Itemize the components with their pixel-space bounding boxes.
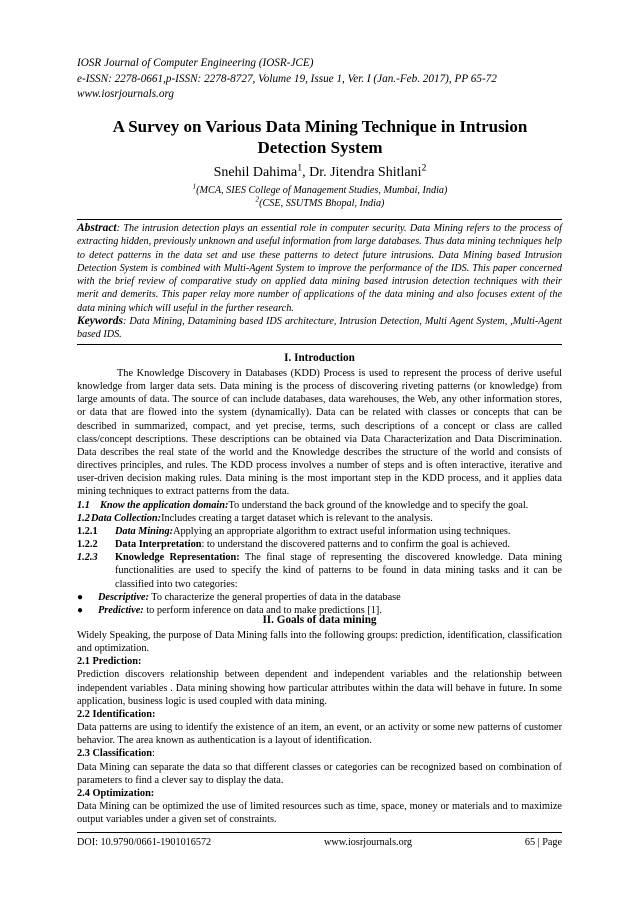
section-heading-introduction: I. Introduction: [284, 352, 355, 364]
keywords-text: : Data Mining, Datamining based IDS architecture, Intrusion Detection, Multi Agent System, ,Multi-Agent based IDS.: [77, 316, 562, 341]
section-heading-goals: II. Goals of data mining: [262, 614, 377, 626]
goals-body: [77, 629, 562, 826]
affiliations: [80, 184, 560, 210]
affiliation: $^1$(MCA, SIES College of Management Studies, Mumbai, India): [192, 182, 448, 196]
subsection-heading: 2.3 Classification:: [77, 748, 155, 760]
list-item: 1.2.1 Data Mining: Applying an appropriate algorithm to extract useful information using techniques.: [77, 525, 511, 537]
footer-rule: [77, 832, 562, 833]
journal-name: IOSR Journal of Computer Engineering (IOSR-JCE): [77, 57, 314, 69]
abstract-bottom-rule: [77, 344, 562, 345]
subsection-text: Data Mining can separate the data so that different classes or categories can be recognized based on combination of parameters to find a clever say to display the data.: [77, 761, 562, 786]
journal-header: [77, 56, 567, 103]
paper-title: [80, 116, 560, 158]
list-item: 1.2.2 Data Interpretation : to understand the discovered patterns and to confirm the goal is achieved.: [77, 539, 510, 551]
author-superscript: 1: [297, 162, 303, 174]
footer-doi: DOI: 10.9790/0661-1901016572: [77, 837, 212, 848]
author-line: [80, 164, 560, 181]
paper-title-line2: Detection System: [257, 138, 383, 157]
bullet-item: ● Predictive: to perform inference on data and to make predictions [1].: [77, 604, 382, 616]
footer-website: www.iosrjournals.org: [324, 837, 413, 848]
author-separator: ,: [302, 165, 310, 180]
author-name: Dr. Jitendra Shitlani: [309, 165, 422, 180]
list-item: 1.2.3 Knowledge Representation: The final stage of representing the discovered knowledge. Data mining functionalities are used to specify the kind of patterns to be found in data mining tasks and it can be classified into two categories:: [77, 552, 562, 590]
footer-page-number: 65 | Page: [524, 837, 562, 848]
subsection-text: Data patterns are using to identify the existence of an item, an event, or an activity or some new patterns of customer behavior. The area known as authentication is a layout of identification.: [77, 722, 562, 747]
abstract-paragraph: [77, 222, 562, 315]
goals-intro: Widely Speaking, the purpose of Data Mining falls into the following groups: prediction, identification, classification and optimization.: [77, 630, 562, 655]
journal-website: www.iosrjournals.org: [77, 88, 174, 100]
introduction-body: [77, 367, 562, 617]
paper-title-line1: A Survey on Various Data Mining Technique in Intrusion: [112, 117, 528, 136]
bullet-icon: ●: [77, 604, 84, 616]
bullet-icon: ●: [77, 591, 84, 603]
keywords-paragraph: [77, 315, 562, 342]
journal-issn: e-ISSN: 2278-0661,p-ISSN: 2278-8727, Volume 19, Issue 1, Ver. I (Jan.-Feb. 2017), PP 65-72: [77, 72, 497, 85]
subsection-heading: 2.4 Optimization:: [77, 787, 155, 799]
subsection-heading: 2.2 Identification:: [77, 708, 156, 720]
author-superscript: 2: [421, 162, 427, 174]
subsection-heading: 2.1 Prediction:: [77, 656, 142, 668]
abstract-text: : The intrusion detection plays an essential role in computer security. Data Mining refers to the process of extracting hidden, previously unknown and useful information from large databases. Thus data mining techniques help to detect patterns in the data set and use these patterns to detect future intrusions. Data Mining based Intrusion Detection System is combined with Multi-Agent System to improve the performance of the IDS. This paper concerned with the brief review of comparative study on applied data mining based intrusion detection techniques with their merit and demerits. This paper relay more number of applications of the data mining and also focuses extent of the data mining which will useful in the further research.: [77, 223, 562, 314]
affiliation: $^2$(CSE, SSUTMS Bhopal, India): [255, 195, 385, 209]
keywords-label: Keywords: [77, 315, 123, 328]
list-item: 1.2 Data Collection: Includes creating a target dataset which is relevant to the analysis.: [77, 512, 433, 524]
abstract-block: [77, 222, 562, 342]
abstract-top-rule: [77, 219, 562, 220]
list-item: 1.1 Know the application domain: To understand the back ground of the knowledge and to specify the goal.: [77, 499, 529, 511]
subsection-text: Prediction discovers relationship between dependent and independent variables and the relationship between independent variables . Data mining showing how particular attributes within the data will behave in future. In some application, business logic is used coupled with data mining.: [77, 669, 562, 707]
abstract-label: Abstract: [77, 222, 117, 234]
page-footer: [77, 836, 562, 849]
author-name: Snehil Dahima: [213, 165, 298, 180]
introduction-paragraph: The Knowledge Discovery in Databases (KDD) Process is used to represent the process of derive useful knowledge from larger data sets. Data mining is the process of discovering riveting patterns (or knowledge) from large amounts of data. The source of can include databases, data warehouses, the Web, any other information stores, or data that are flowed into the system (dynamically). Data can be related with classes or concepts that can be described in summarized, compact, and yet precise, terms, such descriptions of a concept or class are called class/concept descriptions. These descriptions can be obtained via Data Characterization and Data Discrimination. Data describes the real state of the world and the Knowledge describes the structure of the world and consists of directives principles, and rules. The KDD process involves a number of steps and is often interactive, iterative and user-driven decision making rules. Data mining is the most important step in the KDD process, and it applies data mining techniques to extract patterns from the data.: [77, 368, 562, 498]
subsection-text: Data Mining can be optimized the use of limited resources such as time, space, money or materials and to maximize output variables under a given set of constraints.: [77, 801, 562, 826]
bullet-item: ● Descriptive: To characterize the general properties of data in the database: [77, 591, 401, 603]
